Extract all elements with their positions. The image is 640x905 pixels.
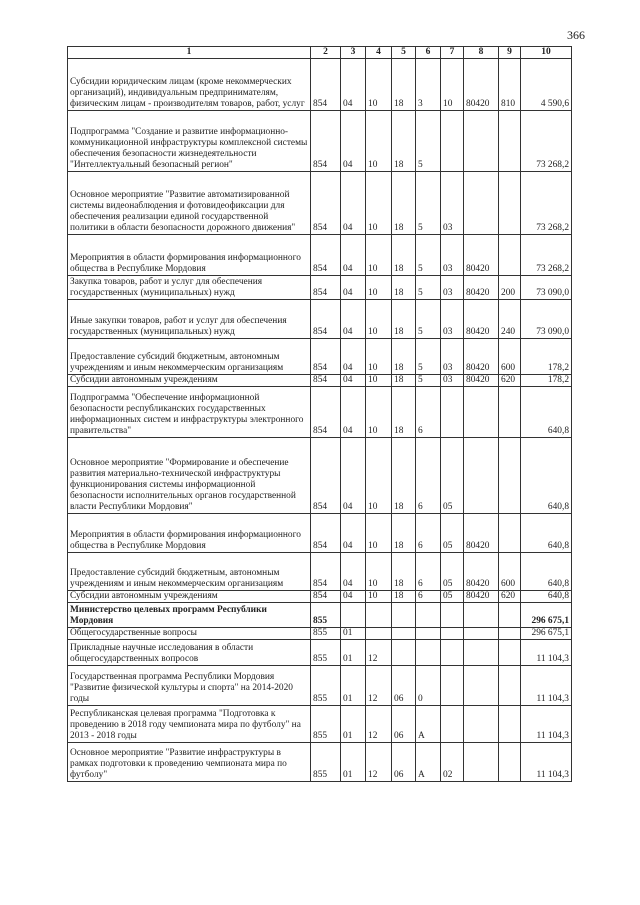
code-cell: 06 (392, 743, 416, 782)
code-cell: 854 (311, 514, 341, 553)
code-cell: 10 (441, 59, 464, 111)
code-cell (499, 603, 521, 628)
table-row (68, 553, 572, 591)
code-cell: 18 (392, 553, 416, 591)
code-cell (464, 628, 499, 640)
code-cell: 18 (392, 111, 416, 172)
amount-cell: 11 104,3 (521, 706, 572, 743)
code-cell (441, 706, 464, 743)
code-cell (499, 628, 521, 640)
code-cell (464, 640, 499, 666)
code-cell: 80420 (464, 276, 499, 300)
code-cell (499, 172, 521, 235)
code-cell: 18 (392, 375, 416, 387)
amount-cell: 11 104,3 (521, 743, 572, 782)
row-name-cell: Республиканская целевая программа "Подготовка к проведению в 2018 году чемпионата мира по футболу" на 2013 - 2018 годы (68, 706, 311, 743)
code-cell: 854 (311, 553, 341, 591)
code-cell: 854 (311, 111, 341, 172)
code-cell: 10 (366, 387, 392, 438)
code-cell: 10 (366, 111, 392, 172)
table-row (68, 591, 572, 603)
code-cell: 855 (311, 628, 341, 640)
amount-cell: 640,8 (521, 514, 572, 553)
code-cell (464, 438, 499, 514)
page-number: 366 (567, 28, 585, 42)
code-cell: 05 (441, 591, 464, 603)
code-cell: 04 (341, 514, 366, 553)
code-cell: 6 (416, 387, 441, 438)
row-name-cell: Мероприятия в области формирования информационного общества в Республике Мордовия (68, 235, 311, 276)
code-cell: 6 (416, 438, 441, 514)
amount-cell: 640,8 (521, 553, 572, 591)
code-cell: 01 (341, 628, 366, 640)
code-cell: 18 (392, 59, 416, 111)
header-row (68, 47, 572, 59)
code-cell: 04 (341, 276, 366, 300)
table-row (68, 628, 572, 640)
column-header: 4 (366, 47, 392, 59)
table-row (68, 387, 572, 438)
amount-cell: 73 268,2 (521, 172, 572, 235)
code-cell: 05 (441, 438, 464, 514)
code-cell: 04 (341, 387, 366, 438)
code-cell: 10 (366, 375, 392, 387)
code-cell: 18 (392, 438, 416, 514)
code-cell: 04 (341, 235, 366, 276)
code-cell: 12 (366, 640, 392, 666)
code-cell: 600 (499, 553, 521, 591)
code-cell: 04 (341, 339, 366, 375)
code-cell: 01 (341, 666, 366, 706)
amount-cell: 11 104,3 (521, 666, 572, 706)
amount-cell: 73 268,2 (521, 111, 572, 172)
code-cell: 10 (366, 300, 392, 339)
amount-cell: 296 675,1 (521, 603, 572, 628)
column-header: 10 (521, 47, 572, 59)
row-name-cell: Основное мероприятие "Развитие инфраструктуры в рамках подготовки к проведению чемпионата мира по футболу" (68, 743, 311, 782)
table-row (68, 339, 572, 375)
table-row (68, 640, 572, 666)
code-cell: 854 (311, 172, 341, 235)
table-row (68, 300, 572, 339)
code-cell (441, 111, 464, 172)
code-cell (366, 603, 392, 628)
row-name-cell: Иные закупки товаров, работ и услуг для обеспечения государственных (муниципальных) нужд (68, 300, 311, 339)
code-cell: 04 (341, 553, 366, 591)
code-cell: 04 (341, 300, 366, 339)
code-cell (499, 640, 521, 666)
code-cell: 10 (366, 235, 392, 276)
row-name-cell: Подпрограмма "Создание и развитие информационно-коммуникационной инфраструктуры комплексной системы обеспечения безопасности жизнедеятельности "Интеллектуальный безопасный регион" (68, 111, 311, 172)
code-cell: 10 (366, 438, 392, 514)
code-cell: 5 (416, 235, 441, 276)
code-cell (499, 387, 521, 438)
code-cell: 855 (311, 666, 341, 706)
code-cell: 80420 (464, 591, 499, 603)
code-cell: 80420 (464, 553, 499, 591)
table-row (68, 375, 572, 387)
code-cell (464, 666, 499, 706)
code-cell: 810 (499, 59, 521, 111)
code-cell: 18 (392, 300, 416, 339)
column-header: 2 (311, 47, 341, 59)
amount-cell: 4 590,6 (521, 59, 572, 111)
table-row (68, 59, 572, 111)
code-cell: 80420 (464, 514, 499, 553)
code-cell: 854 (311, 375, 341, 387)
table-row (68, 666, 572, 706)
code-cell (441, 628, 464, 640)
code-cell (464, 111, 499, 172)
code-cell (464, 743, 499, 782)
code-cell (499, 666, 521, 706)
code-cell: 04 (341, 172, 366, 235)
code-cell: 12 (366, 666, 392, 706)
code-cell: 80420 (464, 375, 499, 387)
code-cell: 80420 (464, 59, 499, 111)
code-cell: 854 (311, 438, 341, 514)
table-row (68, 235, 572, 276)
code-cell: 854 (311, 387, 341, 438)
row-name-cell: Прикладные научные исследования в области общегосударственных вопросов (68, 640, 311, 666)
code-cell: 620 (499, 591, 521, 603)
code-cell: 6 (416, 553, 441, 591)
table-row (68, 276, 572, 300)
code-cell (416, 603, 441, 628)
row-name-cell: Основное мероприятие "Развитие автоматизированной системы видеонаблюдения и фотовидеофиксации для обеспечения реализации единой государственной политики в области безопасности дорожного движения" (68, 172, 311, 235)
amount-cell: 73 090,0 (521, 300, 572, 339)
table-body (68, 59, 572, 782)
code-cell: 04 (341, 111, 366, 172)
code-cell: 01 (341, 743, 366, 782)
code-cell: А (416, 706, 441, 743)
row-name-cell: Закупка товаров, работ и услуг для обеспечения государственных (муниципальных) нужд (68, 276, 311, 300)
code-cell: 10 (366, 172, 392, 235)
code-cell (441, 666, 464, 706)
column-header: 6 (416, 47, 441, 59)
code-cell: 80420 (464, 235, 499, 276)
code-cell: 855 (311, 706, 341, 743)
code-cell: 18 (392, 339, 416, 375)
table-row (68, 603, 572, 628)
code-cell: 854 (311, 59, 341, 111)
table-row (68, 111, 572, 172)
row-name-cell: Подпрограмма "Обеспечение информационной безопасности республиканских государственных информационных систем и инфраструктуры электронного правительства" (68, 387, 311, 438)
code-cell: 10 (366, 591, 392, 603)
code-cell (392, 640, 416, 666)
code-cell: 12 (366, 706, 392, 743)
code-cell: 04 (341, 591, 366, 603)
code-cell: 12 (366, 743, 392, 782)
code-cell: 03 (441, 339, 464, 375)
budget-table (67, 46, 572, 782)
column-header: 1 (68, 47, 311, 59)
row-name-cell: Общегосударственные вопросы (68, 628, 311, 640)
code-cell (416, 628, 441, 640)
code-cell (499, 111, 521, 172)
code-cell: 855 (311, 743, 341, 782)
code-cell (464, 706, 499, 743)
amount-cell: 640,8 (521, 438, 572, 514)
code-cell: 240 (499, 300, 521, 339)
amount-cell: 178,2 (521, 339, 572, 375)
code-cell: 18 (392, 591, 416, 603)
code-cell: 855 (311, 640, 341, 666)
table-row (68, 743, 572, 782)
code-cell (464, 387, 499, 438)
code-cell: 854 (311, 235, 341, 276)
code-cell: 03 (441, 375, 464, 387)
code-cell: 02 (441, 743, 464, 782)
code-cell: 05 (441, 553, 464, 591)
code-cell: 854 (311, 300, 341, 339)
code-cell: 5 (416, 172, 441, 235)
amount-cell: 11 104,3 (521, 640, 572, 666)
code-cell: 10 (366, 276, 392, 300)
code-cell: 854 (311, 591, 341, 603)
code-cell: 10 (366, 339, 392, 375)
code-cell: 03 (441, 300, 464, 339)
code-cell: 18 (392, 387, 416, 438)
column-header: 7 (441, 47, 464, 59)
code-cell (366, 628, 392, 640)
row-name-cell: Государственная программа Республики Мордовия "Развитие физической культуры и спорта" на 2014-2020 годы (68, 666, 311, 706)
code-cell: 18 (392, 172, 416, 235)
code-cell: А (416, 743, 441, 782)
column-header: 8 (464, 47, 499, 59)
code-cell: 05 (441, 514, 464, 553)
code-cell: 0 (416, 666, 441, 706)
table-row (68, 438, 572, 514)
code-cell (392, 603, 416, 628)
code-cell: 854 (311, 276, 341, 300)
code-cell (499, 438, 521, 514)
row-name-cell: Мероприятия в области формирования информационного общества в Республике Мордовия (68, 514, 311, 553)
code-cell: 200 (499, 276, 521, 300)
code-cell: 06 (392, 706, 416, 743)
code-cell: 10 (366, 59, 392, 111)
code-cell (441, 640, 464, 666)
amount-cell: 296 675,1 (521, 628, 572, 640)
code-cell: 18 (392, 276, 416, 300)
amount-cell: 640,8 (521, 387, 572, 438)
row-name-cell: Предоставление субсидий бюджетным, автономным учреждениям и иным некоммерческим организациям (68, 553, 311, 591)
code-cell: 10 (366, 514, 392, 553)
code-cell: 5 (416, 339, 441, 375)
code-cell (499, 235, 521, 276)
code-cell: 5 (416, 276, 441, 300)
code-cell (464, 172, 499, 235)
amount-cell: 73 268,2 (521, 235, 572, 276)
code-cell: 5 (416, 300, 441, 339)
row-name-cell: Субсидии автономным учреждениям (68, 375, 311, 387)
code-cell: 854 (311, 339, 341, 375)
column-header: 9 (499, 47, 521, 59)
code-cell: 80420 (464, 300, 499, 339)
row-name-cell: Основное мероприятие "Формирование и обеспечение развития материально-технической инфраструктуры функционирования системы информационной безопасности исполнительных органов государственной власти Республики Мордовия" (68, 438, 311, 514)
code-cell: 04 (341, 375, 366, 387)
row-name-cell: Субсидии автономным учреждениям (68, 591, 311, 603)
code-cell: 06 (392, 666, 416, 706)
code-cell: 04 (341, 59, 366, 111)
row-name-cell: Министерство целевых программ Республики Мордовия (68, 603, 311, 628)
code-cell: 5 (416, 111, 441, 172)
code-cell (499, 514, 521, 553)
code-cell: 04 (341, 438, 366, 514)
column-header: 3 (341, 47, 366, 59)
code-cell: 620 (499, 375, 521, 387)
row-name-cell: Субсидии юридическим лицам (кроме некоммерческих организаций), индивидуальным предпринимателям, физическим лицам - производителям товаров, работ, услуг (68, 59, 311, 111)
code-cell: 80420 (464, 339, 499, 375)
code-cell (499, 706, 521, 743)
code-cell: 01 (341, 640, 366, 666)
code-cell: 01 (341, 706, 366, 743)
code-cell: 6 (416, 591, 441, 603)
code-cell (341, 603, 366, 628)
code-cell: 18 (392, 514, 416, 553)
code-cell (392, 628, 416, 640)
table-row (68, 514, 572, 553)
code-cell: 5 (416, 375, 441, 387)
column-header: 5 (392, 47, 416, 59)
code-cell (464, 603, 499, 628)
code-cell: 6 (416, 514, 441, 553)
code-cell (441, 387, 464, 438)
code-cell: 18 (392, 235, 416, 276)
code-cell: 600 (499, 339, 521, 375)
row-name-cell: Предоставление субсидий бюджетным, автономным учреждениям и иным некоммерческим организациям (68, 339, 311, 375)
table-row (68, 172, 572, 235)
table-row (68, 706, 572, 743)
code-cell: 03 (441, 276, 464, 300)
code-cell: 855 (311, 603, 341, 628)
code-cell: 10 (366, 553, 392, 591)
code-cell: 3 (416, 59, 441, 111)
code-cell: 03 (441, 235, 464, 276)
amount-cell: 73 090,0 (521, 276, 572, 300)
amount-cell: 640,8 (521, 591, 572, 603)
amount-cell: 178,2 (521, 375, 572, 387)
code-cell (499, 743, 521, 782)
code-cell (416, 640, 441, 666)
code-cell: 03 (441, 172, 464, 235)
code-cell (441, 603, 464, 628)
